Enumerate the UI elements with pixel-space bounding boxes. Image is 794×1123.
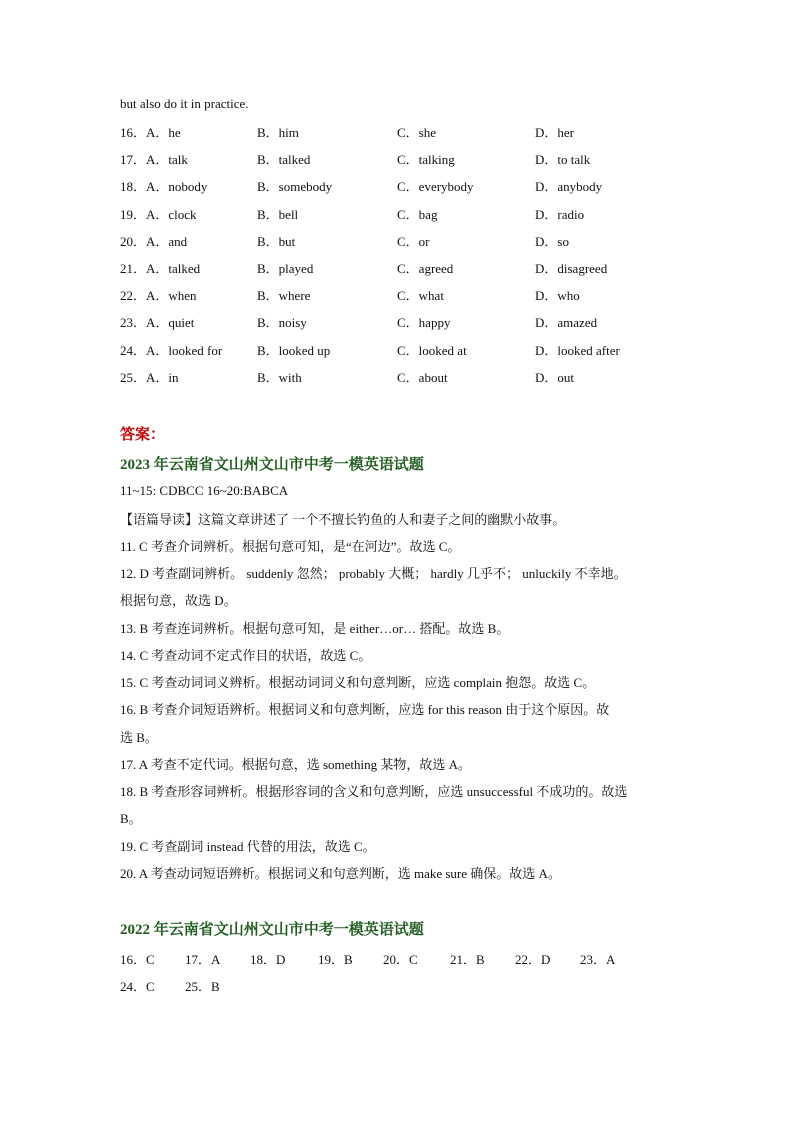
- option-d: D．anybody: [535, 179, 603, 195]
- explanation-line: B。: [120, 811, 142, 826]
- option-b: B．him: [257, 125, 299, 140]
- explanation-line: 14. C 考查动词不定式作目的状语，故选 C。: [120, 648, 372, 663]
- option-a: 25．A．in: [120, 369, 179, 385]
- option-d: D．to talk: [535, 152, 591, 168]
- answer-item: 19．B: [318, 952, 353, 967]
- option-b: B．noisy: [257, 315, 307, 331]
- option-a: 18．A．nobody: [120, 179, 208, 195]
- option-c: C．talking: [397, 152, 455, 168]
- option-c: C．or: [397, 233, 430, 249]
- option-c: C．what: [397, 288, 444, 304]
- answer-item: 20．C: [383, 952, 418, 967]
- section-2023-title: 2023 年云南省文山州文山市中考一模英语试题: [120, 457, 424, 473]
- explanation-line: 16. B 考查介词短语辨析。根据词义和句意判断，应选 for this reason 由于这个原因。故: [120, 702, 610, 717]
- answer-item: 24．C: [120, 979, 155, 994]
- option-row: [120, 204, 680, 220]
- option-c: C．everybody: [397, 179, 474, 195]
- option-row: [120, 312, 680, 331]
- answer-item: 22．D: [515, 952, 551, 967]
- option-row: [120, 258, 680, 274]
- option-row: [120, 285, 680, 304]
- option-a: 20．A．and: [120, 233, 188, 249]
- option-d: D．so: [535, 233, 569, 249]
- option-row: [120, 231, 680, 247]
- explanation-line: 12. D 考查副词辨析。 suddenly 忽然； probably 大概； hardly 几乎不； unluckily 不幸地。: [120, 566, 627, 581]
- answer-row-1: [120, 949, 680, 965]
- answer-item: 18．D: [250, 952, 286, 967]
- option-c: C．bag: [397, 206, 438, 222]
- explanation-line: 15. C 考查动词词义辨析。根据动词词义和句意判断，应选 complain 抱怨。故选 C。: [120, 675, 596, 690]
- option-d: D．her: [535, 125, 574, 140]
- option-a: 17．A．talk: [120, 152, 188, 168]
- option-b: B．bell: [257, 206, 299, 222]
- option-row: [120, 122, 680, 138]
- option-c: C．happy: [397, 315, 451, 331]
- explanation-line: 20. A 考查动词短语辨析。根据词义和句意判断，选 make sure 确保。故选 A。: [120, 866, 561, 881]
- explanation-line: 选 B。: [120, 730, 158, 745]
- explanation-line: 17. A 考查不定代词。根据句意，选 something 某物，故选 A。: [120, 757, 472, 772]
- explanation-line: 19. C 考查副词 instead 代替的用法，故选 C。: [120, 839, 376, 854]
- intro-tail: but also do it in practice.: [120, 96, 249, 111]
- option-d: D．out: [535, 369, 575, 385]
- explanation-line: 根据句意，故选 D。: [120, 593, 237, 608]
- option-c: C．she: [397, 125, 437, 140]
- option-a: 19．A．clock: [120, 206, 197, 222]
- option-b: B．somebody: [257, 179, 333, 195]
- option-b: B．where: [257, 288, 311, 304]
- answer-row-2: [120, 976, 680, 992]
- option-a: 21．A．talked: [120, 261, 201, 276]
- explanation-line: 18. B 考查形容词辨析。根据形容词的含义和句意判断，应选 unsuccessful 不成功的。故选: [120, 784, 628, 799]
- option-b: B．played: [257, 261, 314, 276]
- option-a: 24．A．looked for: [120, 342, 223, 358]
- option-d: D．looked after: [535, 342, 620, 358]
- explanation-line: 11. C 考查介词辨析。根据句意可知，是“在河边”。故选 C。: [120, 539, 461, 554]
- section-2022-title: 2022 年云南省文山州文山市中考一模英语试题: [120, 922, 424, 938]
- option-a: 22．A．when: [120, 288, 197, 304]
- explanation-line: 13. B 考查连词辨析。根据句意可知，是 either…or… 搭配。故选 B。: [120, 621, 510, 636]
- option-c: C．looked at: [397, 342, 467, 358]
- section-2023-keys: 11~15: CDBCC 16~20:BABCA: [120, 483, 289, 498]
- option-row: [120, 149, 680, 168]
- option-b: B．with: [257, 369, 302, 385]
- answer-item: 23．A: [580, 952, 616, 967]
- option-row: [120, 176, 680, 195]
- option-b: B．talked: [257, 152, 311, 168]
- option-d: D．amazed: [535, 315, 598, 331]
- answer-item: 16．C: [120, 952, 155, 967]
- answer-heading: 答案：: [120, 427, 166, 443]
- option-row: [120, 340, 680, 356]
- answer-item: 17．A: [185, 952, 221, 967]
- option-c: C．agreed: [397, 261, 454, 276]
- option-c: C．about: [397, 369, 448, 385]
- option-b: B．looked up: [257, 342, 331, 358]
- answer-item: 25．B: [185, 979, 220, 994]
- option-d: D．who: [535, 288, 580, 304]
- option-a: 23．A．quiet: [120, 315, 195, 331]
- option-row: [120, 367, 680, 383]
- answer-item: 21．B: [450, 952, 485, 967]
- option-b: B．but: [257, 233, 296, 249]
- option-a: 16．A．he: [120, 125, 181, 140]
- option-d: D．disagreed: [535, 261, 608, 276]
- section-2023-guide: 【语篇导读】这篇文章讲述了 一个不擅长钓鱼的人和妻子之间的幽默小故事。: [120, 512, 566, 527]
- option-d: D．radio: [535, 206, 585, 222]
